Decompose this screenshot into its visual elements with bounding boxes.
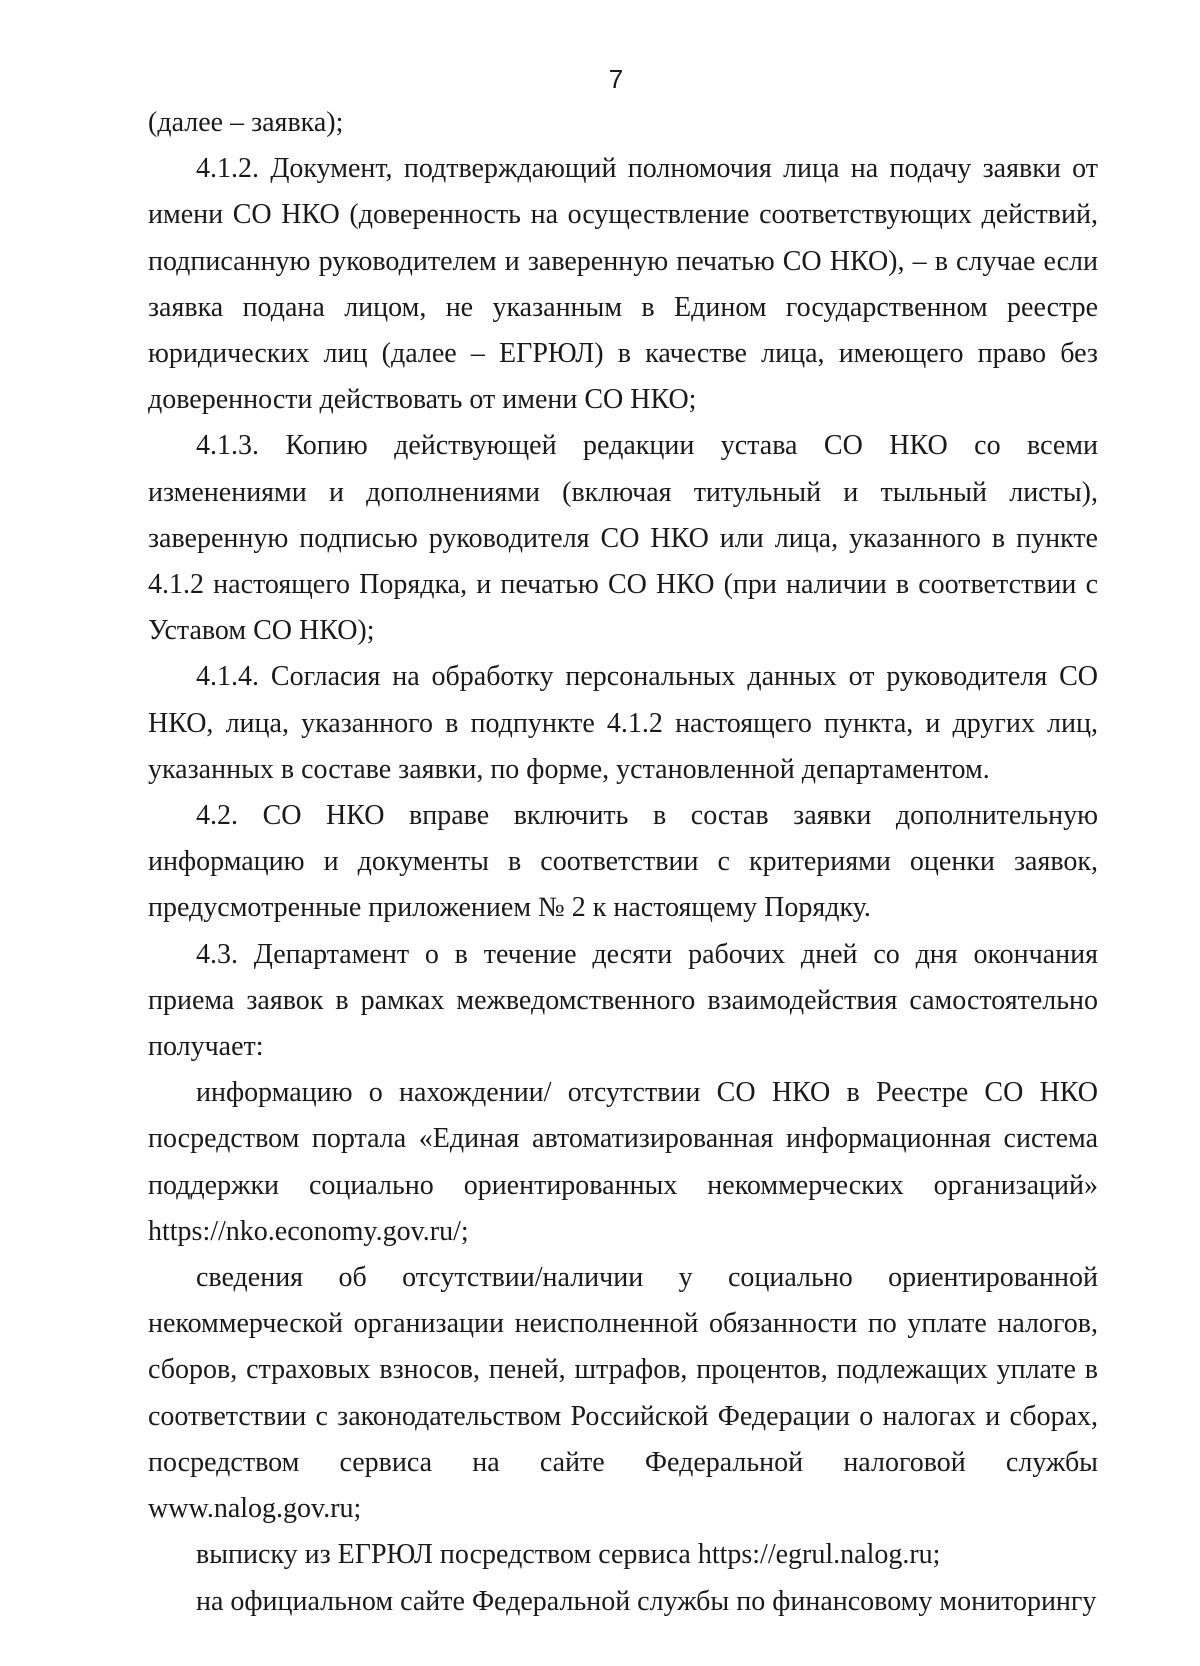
paragraph-nko-registry-info: информацию о нахождении/ отсутствии СО НКО в Реестре СО НКО посредством портала «Единая автоматизированная информационная система поддержки социально ориентированных некоммерческих организаций» https://nko.economy.gov.ru/;	[148, 1077, 1098, 1247]
paragraph-egrul-extract: выписку из ЕГРЮЛ посредством сервиса https://egrul.nalog.ru;	[196, 1539, 941, 1571]
paragraph-4-1-4: 4.1.4. Согласия на обработку персональных данных от руководителя СО НКО, лица, указанного в подпункте 4.1.2 настоящего пункта, и других лиц, указанных в составе заявки, по форме, установленной департаментом.	[148, 661, 1098, 785]
paragraph-financial-monitoring: на официальном сайте Федеральной службы по финансовому мониторингу	[196, 1585, 1097, 1617]
paragraph-4-1-3: 4.1.3. Копию действующей редакции устава СО НКО со всеми изменениями и дополнениями (включая титульный и тыльный листы), заверенную подписью руководителя СО НКО или лица, указанного в пункте 4.1.2 настоящего Порядка, и печатью СО НКО (при наличии в соответствии с Уставом СО НКО);	[148, 430, 1098, 647]
paragraph-4-3: 4.3. Департамент о в течение десяти рабочих дней со дня окончания приема заявок в рамках межведомственного взаимодействия самостоятельно получает:	[148, 938, 1098, 1063]
paragraph-4-1-2: 4.1.2. Документ, подтверждающий полномочия лица на подачу заявки от имени СО НКО (доверенность на осуществление соответствующих действий, подписанную руководителем и заверенную печатью СО НКО), – в случае если заявка подана лицом, не указанным в Едином государственном реестре юридических лиц (далее – ЕГРЮЛ) в качестве лица, имеющего право без доверенности действовать от имени СО НКО;	[148, 153, 1098, 416]
paragraph-tax-debt-info: сведения об отсутствии/наличии у социально ориентированной некоммерческой организации неисполненной обязанности по уплате налогов, сборов, страховых взносов, пеней, штрафов, процентов, подлежащих уплате в соответствии с законодательством Российской Федерации о налогах и сборах, посредством сервиса на сайте Федеральной налоговой службы www.nalog.gov.ru;	[148, 1262, 1098, 1525]
document-body	[148, 100, 1098, 1625]
page-number: 7	[608, 64, 624, 94]
paragraph-4-2: 4.2. СО НКО вправе включить в состав заявки дополнительную информацию и документы в соответствии с критериями оценки заявок, предусмотренные приложением № 2 к настоящему Порядку.	[148, 800, 1098, 924]
paragraph-continuation: (далее – заявка);	[148, 107, 344, 138]
